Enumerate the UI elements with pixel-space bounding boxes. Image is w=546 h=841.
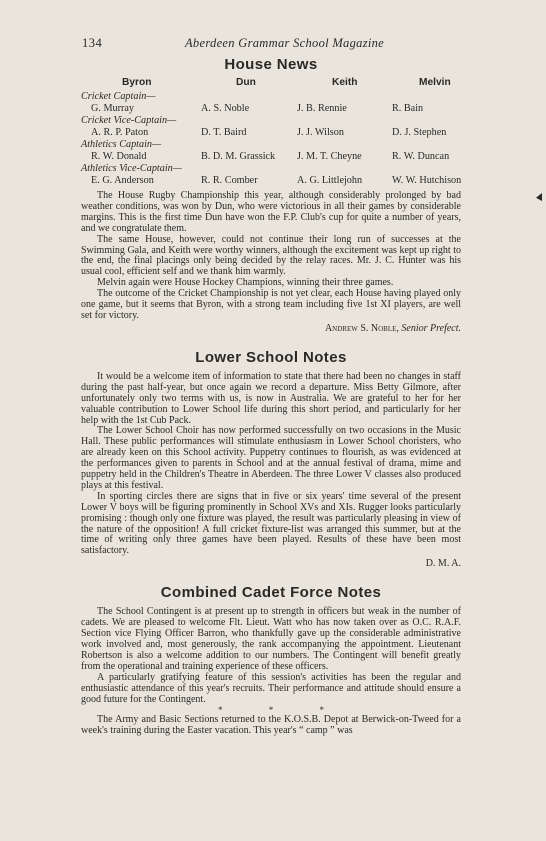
cadet-force-paragraph: A particularly gratifying feature of this session's activities has been the regular and enthusiastic attendance of this year's recruits. Their performance and attitude should ensure a good future for the Contingent. <box>81 671 461 705</box>
cadet-force-heading: Combined Cadet Force Notes <box>160 584 382 602</box>
role-label: Cricket Captain— <box>81 91 156 102</box>
official-name: A. S. Noble <box>201 103 250 114</box>
official-name: B. D. M. Grassick <box>201 151 276 162</box>
official-name: R. Bain <box>392 103 424 114</box>
official-name: G. Murray <box>91 103 135 114</box>
official-name: D. J. Stephen <box>392 127 447 138</box>
role-label: Athletics Captain— <box>81 139 162 150</box>
official-name: A. G. Littlejohn <box>297 175 363 186</box>
lower-school-paragraph: It would be a welcome item of information to state that there had been no changes in staff during the past half-year, but once again we record a departure. Miss Betty Gilmore, after unfortunately only two terms with us, is now in Australia. We are grateful to her for her valuable contribution to Lower School life during this short period, and particularly for her help with the 1st Cub Pack. <box>81 370 461 426</box>
house-name-melvin: Melvin <box>419 77 451 88</box>
lower-school-paragraph: In sporting circles there are signs that in five or six years' time several of the present Lower V boys will be figuring prominently in School XVs and XIs. Rugger looks particularly promising : though only one fixture was played, the result was particularly pleasing in view of the nature of the opposition! A full cricket fixture-list was arranged this summer, but at the time of writing only three games have been played. Results of these have been most satisfactory. <box>81 490 461 557</box>
house-names-row <box>81 77 467 89</box>
house-news-paragraph: The outcome of the Cricket Championship is not yet clear, each House having played only one game, but it seems that Byron, with a strong team including five 1st XI players, are well set for victory. <box>81 288 461 321</box>
official-name: R. W. Duncan <box>392 151 450 162</box>
role-row <box>81 127 467 139</box>
page-number: 134 <box>82 36 103 50</box>
house-name-byron: Byron <box>122 77 152 88</box>
role-row <box>81 151 467 163</box>
page-content <box>81 56 461 737</box>
official-name: R. R. Comber <box>201 175 258 186</box>
official-name: J. J. Wilson <box>297 127 344 138</box>
official-name: J. B. Rennie <box>297 103 347 114</box>
lower-school-signature: D. M. A. <box>425 558 461 570</box>
role-row <box>81 103 467 115</box>
cadet-force-paragraph: The School Contingent is at present up to strength in officers but weak in the number of cadets. We are pleased to welcome Flt. Lieut. Watt who has now taken over as O.C. R.A.F. Section vice Flying Officer Barron, who thankfully gave up the considerable administrative work involved and, most generously, the rank accompanying the appointment. Lieutenant Robertson is also a welcome addition to our numbers. The Contingent will benefit greatly from the operational and training experience of these officers. <box>81 606 461 672</box>
lower-school-heading: Lower School Notes <box>195 348 347 366</box>
house-name-keith: Keith <box>332 77 358 88</box>
house-news-heading: House News <box>224 56 318 73</box>
official-name: A. R. P. Paton <box>91 127 149 138</box>
margin-mark <box>536 193 542 201</box>
house-officials-table <box>81 77 467 187</box>
house-news-paragraph: The same House, however, could not continue their long run of successes at the Swimming Gala, and Keith were worthy winners, although the excitement was kept up right to the end, the final placings only being decided by the relay races. Mr. J. C. Hunter was his usual cool, efficient self and we thank him warmly. <box>81 233 461 278</box>
official-name: D. T. Baird <box>201 127 247 138</box>
house-news-signature <box>81 323 461 335</box>
role-label: Cricket Vice-Captain— <box>81 115 177 126</box>
house-name-dun: Dun <box>236 77 256 88</box>
magazine-title: Aberdeen Grammar School Magazine <box>185 36 385 50</box>
house-news-paragraph: Melvin again were House Hockey Champions, winning their three games. <box>97 277 394 289</box>
official-name: R. W. Donald <box>91 151 147 162</box>
section-separator: * * * <box>218 705 346 716</box>
official-name: W. W. Hutchison <box>392 175 462 186</box>
role-label: Athletics Vice-Captain— <box>81 163 182 174</box>
signature-name: Andrew S. Noble, <box>324 322 399 334</box>
cadet-force-paragraph: The Army and Basic Sections returned to the K.O.S.B. Depot at Berwick-on-Tweed for a week's training during the Easter vacation. This year's “ camp ” was <box>81 714 461 737</box>
house-news-paragraph: The House Rugby Championship this year, although considerably prolonged by bad weather conditions, was won by Dun, who were victorious in all their games by considerable margins. This is the first time Dun have won the F.P. Club's cup for quite a number of years, and we congratulate them. <box>81 190 461 234</box>
official-name: J. M. T. Cheyne <box>297 151 362 162</box>
lower-school-paragraph: The Lower School Choir has now performed successfully on two occasions in the Music Hall. These public performances will stimulate enthusiasm in Lower School choristers, who are already keen on this School activity. Puppetry continues to flourish, as was evidenced at the performances given to parents in School and at the annual festival of drama, mime and puppetry held in the Children's Theatre in Aberdeen. The three Lower V classes also produced plays at this festival. <box>81 425 461 491</box>
signature-role: Senior Prefect. <box>401 322 461 334</box>
official-name: E. G. Anderson <box>91 175 154 186</box>
role-row <box>81 175 467 187</box>
